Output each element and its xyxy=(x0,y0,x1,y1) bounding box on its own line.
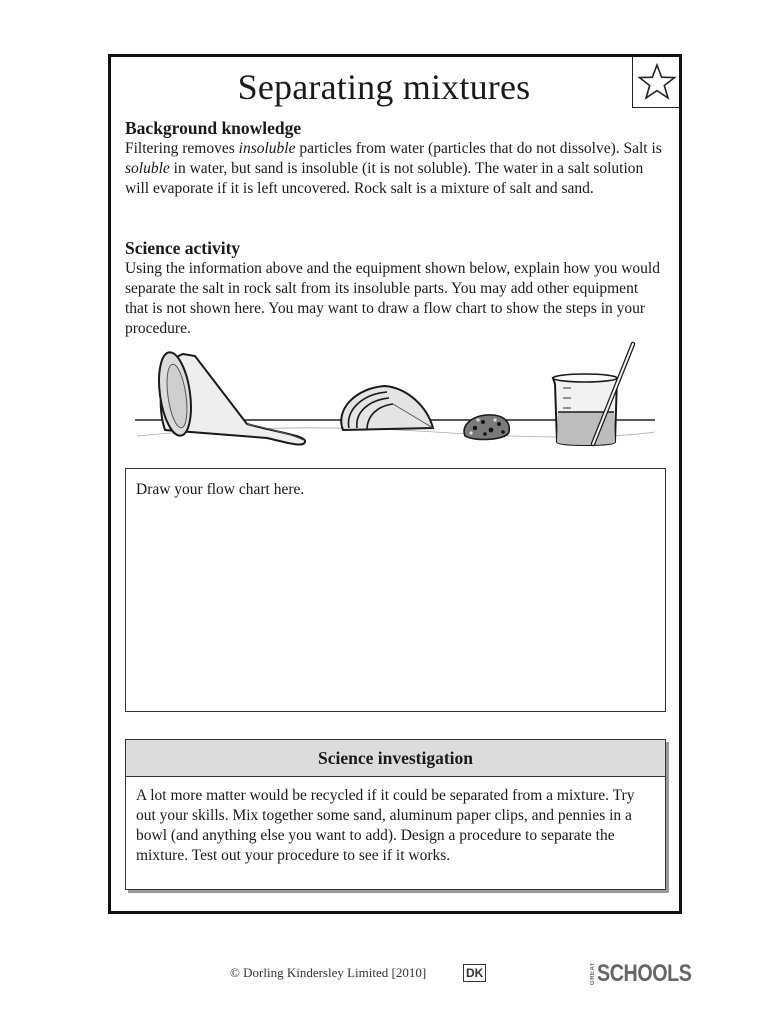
rock-salt-icon xyxy=(464,415,509,440)
background-text xyxy=(125,139,665,199)
flow-chart-prompt: Draw your flow chart here. xyxy=(136,481,305,498)
beaker-with-stirring-rod-icon xyxy=(553,344,633,445)
greatschools-logo-schools: SCHOOLS xyxy=(597,960,692,987)
dk-logo: DK xyxy=(463,964,486,982)
investigation-heading: Science investigation xyxy=(126,740,665,777)
funnel-icon xyxy=(154,350,305,444)
background-heading: Background knowledge xyxy=(125,118,302,138)
background-text-part: Filtering removes xyxy=(125,140,239,157)
greatschools-logo xyxy=(590,962,712,986)
greatschools-logo-great: GREAT xyxy=(590,962,596,986)
background-knowledge-section xyxy=(125,117,670,199)
background-text-part: particles from water (particles that do not dissolve). Salt is xyxy=(295,140,662,157)
page-footer xyxy=(0,962,768,986)
activity-heading: Science activity xyxy=(125,238,241,258)
background-term-soluble: soluble xyxy=(125,160,170,177)
science-activity-section xyxy=(125,237,670,339)
background-text-part: in water, but sand is insoluble (it is not soluble). The water in a salt solution will evaporate if it is left uncovered. Rock salt is a mixture of salt and sand. xyxy=(125,160,644,197)
activity-text: Using the information above and the equipment shown below, explain how you would separate the salt in rock salt from its insoluble parts. You may add other equipment that is not shown here. You may want to draw a flow chart to show the steps in your procedure. xyxy=(125,260,660,337)
science-investigation-box xyxy=(125,739,666,890)
star-icon xyxy=(637,62,677,102)
flow-chart-drawing-area[interactable] xyxy=(125,468,666,712)
page-title: Separating mixtures xyxy=(237,67,531,107)
copyright-notice: © Dorling Kindersley Limited [2010] xyxy=(230,965,427,980)
background-term-insoluble: insoluble xyxy=(238,140,296,157)
filter-paper-icon xyxy=(341,386,433,430)
investigation-text: A lot more matter would be recycled if it could be separated from a mixture. Try out your skills. Mix together some sand, aluminum paper clips, and pennies in a bowl (and anything else you want to add). Design a procedure to separate the mixture. Test out your procedure to see if it works. xyxy=(136,787,635,864)
equipment-illustration xyxy=(135,340,655,462)
difficulty-star-box xyxy=(632,57,681,108)
